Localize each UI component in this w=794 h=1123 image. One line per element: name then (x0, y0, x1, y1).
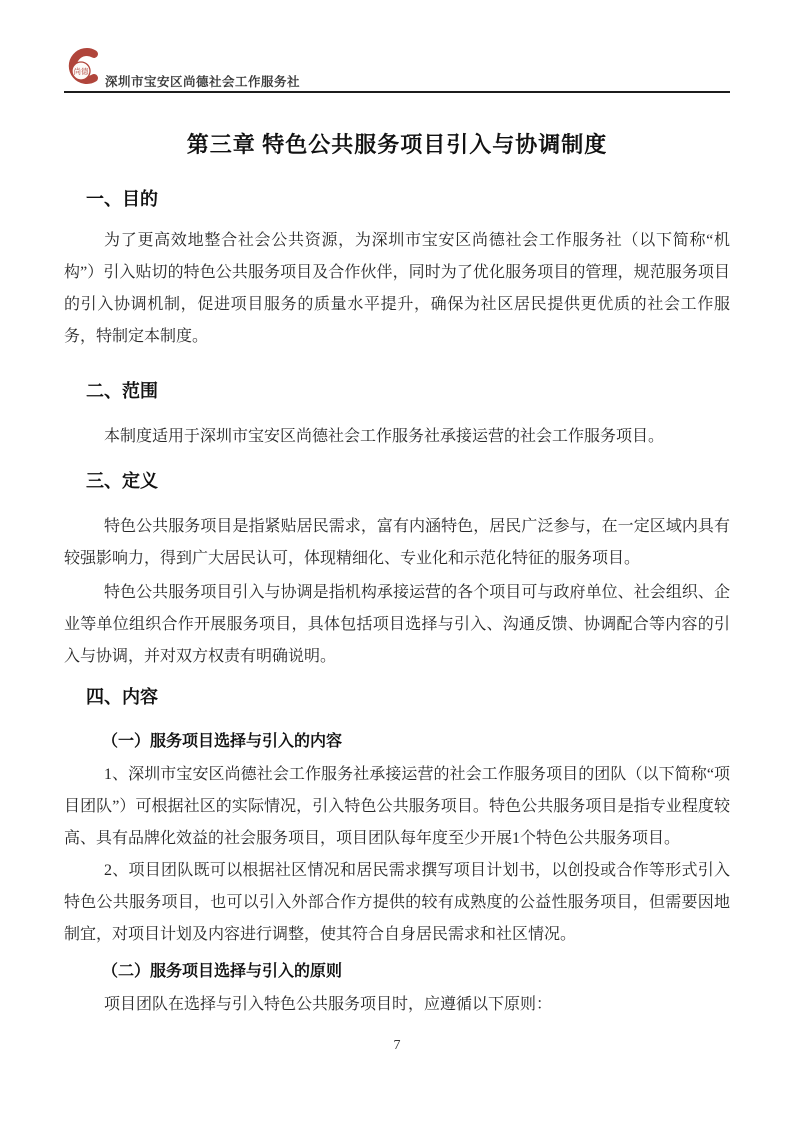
page-title: 第三章 特色公共服务项目引入与协调制度 (186, 132, 608, 157)
logo-seal-text: 尚德 (73, 67, 89, 76)
page-header (64, 0, 730, 93)
paragraph-definition-1: 特色公共服务项目是指紧贴居民需求，富有内涵特色，居民广泛参与，在一定区域内具有较强影响力，得到广大居民认可，体现精细化、专业化和示范化特征的服务项目。 (64, 518, 730, 567)
paragraph-selection-content-1: 1、深圳市宝安区尚德社会工作服务社承接运营的社会工作服务项目的团队（以下简称“项目团队”）可根据社区的实际情况，引入特色公共服务项目。特色公共服务项目是指专业程度较高、具有品牌化效益的社会服务项目，项目团队每年度至少开展1个特色公共服务项目。 (64, 766, 730, 847)
header-divider (64, 91, 730, 93)
header-row (64, 44, 730, 90)
section-heading-content: 四、内容 (86, 687, 158, 707)
org-logo-icon (64, 44, 104, 90)
paragraph-selection-principles: 项目团队在选择与引入特色公共服务项目时，应遵循以下原则： (104, 996, 553, 1013)
header-org-name: 深圳市宝安区尚德社会工作服务社 (105, 74, 301, 89)
section-heading-definition: 三、定义 (86, 471, 158, 491)
section-heading-purpose: 一、目的 (86, 189, 158, 209)
section-heading-scope: 二、范围 (86, 381, 158, 401)
page-number: 7 (393, 1038, 401, 1053)
paragraph-scope: 本制度适用于深圳市宝安区尚德社会工作服务社承接运营的社会工作服务项目。 (104, 428, 665, 445)
subsection-heading-selection-content: （一）服务项目选择与引入的内容 (102, 733, 343, 750)
paragraph-definition-2: 特色公共服务项目引入与协调是指机构承接运营的各个项目可与政府单位、社会组织、企业等单位组织合作开展服务项目，具体包括项目选择与引入、沟通反馈、协调配合等内容的引入与协调，并对双方权责有明确说明。 (64, 584, 730, 665)
subsection-heading-selection-principles: （二）服务项目选择与引入的原则 (102, 963, 343, 980)
paragraph-selection-content-2: 2、项目团队既可以根据社区情况和居民需求撰写项目计划书，以创投或合作等形式引入特色公共服务项目，也可以引入外部合作方提供的较有成熟度的公益性服务项目，但需要因地制宜，对项目计划及内容进行调整，使其符合自身居民需求和社区情况。 (64, 862, 730, 943)
paragraph-purpose: 为了更高效地整合社会公共资源，为深圳市宝安区尚德社会工作服务社（以下简称“机构”）引入贴切的特色公共服务项目及合作伙伴，同时为了优化服务项目的管理，规范服务项目的引入协调机制，促进项目服务的质量水平提升，确保为社区居民提供更优质的社会工作服务，特制定本制度。 (64, 232, 730, 345)
